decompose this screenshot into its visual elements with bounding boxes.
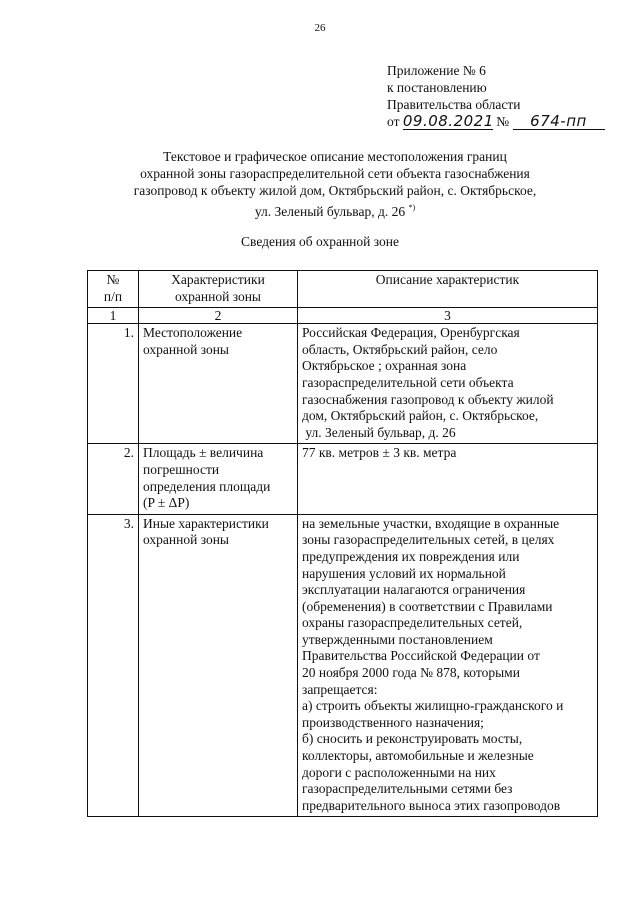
row-description	[298, 444, 598, 514]
header-characteristic-line-2: охранной зоны	[174, 288, 261, 304]
page-number: 26	[314, 22, 326, 34]
description-line: Российская Федерация, Оренбургская	[302, 325, 520, 341]
description-line: ул. Зеленый бульвар, д. 26	[302, 424, 456, 440]
appendix-line-1: Приложение № 6	[387, 63, 486, 78]
handwritten-date: 09.08.2021	[402, 112, 494, 130]
description-line: (обременения) в соответствии с Правилами	[302, 598, 553, 614]
row-number: 3.	[88, 514, 139, 817]
characteristic-line: Местоположение	[143, 325, 243, 341]
header-description: Описание характеристик	[298, 271, 598, 308]
description-line: производственного назначения;	[302, 714, 484, 730]
header-number-line-1: №	[106, 272, 120, 287]
table-row	[88, 444, 598, 514]
description-line: б) сносить и реконструировать мосты,	[302, 731, 523, 747]
row-description	[298, 324, 598, 444]
footnote-mark: *)	[408, 203, 416, 212]
title-line-3: газопровод к объекту жилой дом, Октябрьский район, с. Октябрьское,	[133, 183, 537, 198]
row-characteristic	[139, 514, 298, 817]
column-number-2: 2	[139, 308, 298, 324]
header-number	[88, 271, 139, 308]
row-characteristic	[139, 444, 298, 514]
description-line: предупреждения их повреждения или	[302, 548, 520, 564]
characteristic-line: охранной зоны	[143, 341, 230, 357]
description-line: коллекторы, автомобильные и железные	[302, 748, 534, 764]
title-line-4: ул. Зеленый бульвар, д. 26	[254, 204, 406, 219]
header-characteristic-line-1: Характеристики	[171, 272, 265, 287]
header-characteristic	[139, 271, 298, 308]
description-line: а) строить объекты жилищно-гражданского и	[302, 698, 564, 714]
description-line: запрещается:	[302, 681, 378, 697]
section-subtitle: Сведения об охранной зоне	[241, 234, 399, 249]
description-line: газораспределительной сети объекта	[302, 374, 514, 390]
characteristic-line: Площадь ± величина	[143, 445, 264, 461]
description-line: охраны газораспределительных сетей,	[302, 615, 523, 631]
column-number-row	[88, 308, 598, 324]
description-line: 20 ноября 2000 года № 878, которыми	[302, 665, 520, 681]
description-line: газоснабжения газопровод к объекту жилой	[302, 391, 554, 407]
description-line: эксплуатации налагаются ограничения	[302, 582, 526, 598]
row-number: 2.	[88, 444, 139, 514]
description-line: Правительства Российской Федерации от	[302, 648, 540, 664]
characteristic-line: определения площади	[143, 478, 271, 494]
title-line-2: охранной зоны газораспределительной сети объекта газоснабжения	[140, 166, 530, 181]
description-line: Октябрьское ; охранная зона	[302, 358, 467, 374]
table-header-row	[88, 271, 598, 308]
from-label: от	[387, 114, 400, 129]
title-line-4-wrap	[70, 199, 600, 220]
description-line: дом, Октябрьский район, с. Октябрьское,	[302, 408, 539, 424]
table-row	[88, 324, 598, 444]
characteristic-line: охранной зоны	[143, 532, 230, 548]
table-row	[88, 514, 598, 817]
description-line: на земельные участки, входящие в охранные	[302, 515, 560, 531]
appendix-line-4	[387, 113, 605, 130]
column-number-1: 1	[88, 308, 139, 324]
description-line: 77 кв. метров ± 3 кв. метра	[302, 445, 457, 461]
characteristic-line: погрешности	[143, 461, 220, 477]
description-line: зоны газораспределительных сетей, в целях	[302, 532, 555, 548]
appendix-line-3: Правительства области	[387, 97, 521, 112]
description-line: дороги с расположенными на них	[302, 764, 496, 780]
description-line: предварительного выноса этих газопроводов	[302, 797, 561, 813]
column-number-3: 3	[298, 308, 598, 324]
row-characteristic	[139, 324, 298, 444]
description-line: утвержденными постановлением	[302, 631, 493, 647]
description-line: газораспределительными сетями без	[302, 781, 513, 797]
zone-info-table	[87, 270, 598, 817]
characteristic-line: (P ± ΔP)	[143, 495, 190, 511]
appendix-block	[387, 62, 605, 130]
number-label: №	[496, 114, 510, 129]
header-number-line-2: п/п	[103, 288, 123, 304]
document-title	[70, 148, 600, 220]
row-description	[298, 514, 598, 817]
characteristic-line: Иные характеристики	[143, 515, 269, 531]
description-line: область, Октябрьский район, село	[302, 341, 498, 357]
row-number: 1.	[88, 324, 139, 444]
title-line-1: Текстовое и графическое описание местоположения границ	[163, 149, 507, 164]
appendix-line-2: к постановлению	[387, 80, 487, 95]
description-line: нарушения условий их нормальной	[302, 565, 506, 581]
handwritten-number: 674-пп	[513, 114, 605, 130]
